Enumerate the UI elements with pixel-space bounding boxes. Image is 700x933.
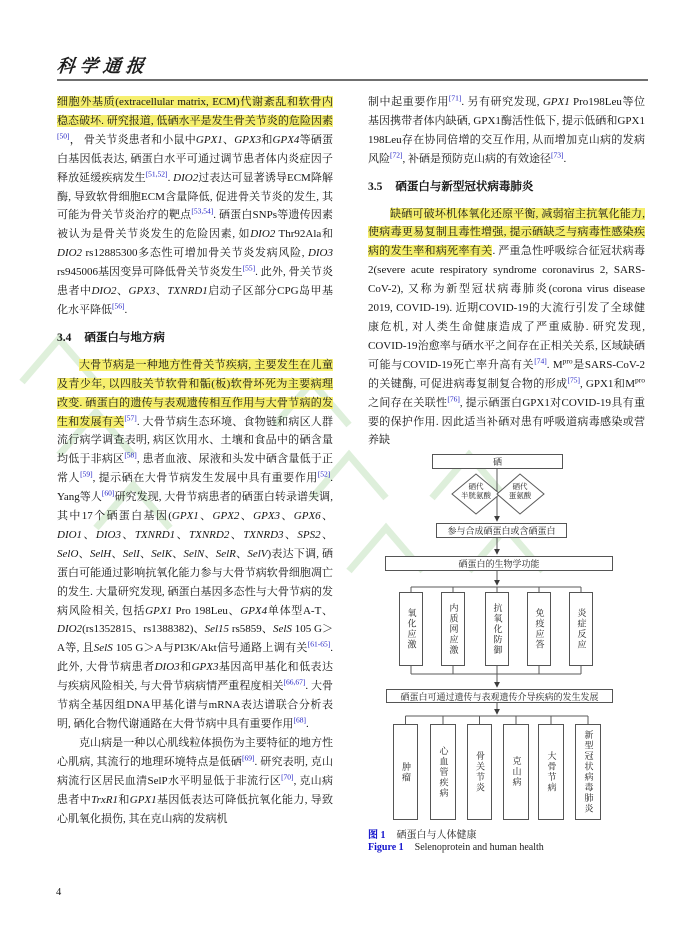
section-title: 硒蛋白与新型冠状病毒肺炎 (395, 180, 534, 193)
node-selenium: 硒 (432, 454, 563, 469)
node-covid-pneumonia: 新型冠状病毒肺炎 (575, 724, 601, 820)
node-selenomethionine: 硒代 蛋氨酸 (508, 482, 532, 500)
node-kashin-beck: 大骨节病 (538, 724, 564, 820)
section-title: 硒蛋白与地方病 (84, 331, 165, 344)
figure-caption-cn: 图 1 硒蛋白与人体健康 (368, 830, 477, 841)
section-number: 3.5 (368, 180, 383, 193)
paragraph-osteoarthritis: 细胞外基质(extracellular matrix, ECM)代谢紊乱和软骨内稳态破坏. 研究报道, 低硒水平是发生骨关节炎的危险因素[50]， 骨关节炎患者和小鼠中GPX1、GPX3和GPX4等硒蛋白基因低表达, 硒蛋白水平可通过调节患者体内炎症因子释放延缓疾病发生[51,52]. DIO2过表达可显著诱导ECM降解酶, 导致软骨细胞ECM含量降低, 促进骨关节炎的发生, 其可能为骨关节炎治疗的靶点[53,54]. 硒蛋白SNPs等遗传因素被认为是骨关节炎发生的危险因素, 如DIO2 Thr92Ala和DIO2 rs12885300多态性可增加骨关节炎发病风险, DIO3 rs945006基因变异可降低骨关节炎发生[55]. 此外, 骨关节炎患者中DIO2、GPX3、TXNRD1启动子区部分CPG岛甲基化水平降低[56]. (57, 96, 334, 316)
node-cardiovascular: 心血管疾病 (430, 724, 456, 820)
right-column (368, 93, 645, 450)
paragraph-kashin-beck: 大骨节病是一种地方性骨关节疾病, 主要发生在儿童及青少年, 以四肢关节软骨和骺(板)软骨坏死为主要病理改变. 硒蛋白的遗传与表观遗传相互作用与大骨节病的发生和发展有关[57]. 大骨节病生态环境、食物链和病区人群流行病学调查表明, 病区饮用水、土壤和食品中的硒含量均低于非病区[58], 患者血液、尿液和头发中硒含量低于正常人[59], 提示硒在大骨节病发生发展中具有重要作用[52]. Yang等人[60]研究发现, 大骨节病患者的硒蛋白转录谱失调, 其中17个硒蛋白基因(GPX1、GPX2、GPX3、GPX6、DIO1、DIO3、TXNRD1、TXNRD2、TXNRD3、SPS2、SelO、SelH、SelI、SelK、SelN、SelR、SelV)表达下调, 硒蛋白可能通过影响抗氧化能力参与大骨节病软骨细胞凋亡的发生. 大量研究发现, 硒蛋白基因多态性与大骨节病的发病风险相关, 包括GPX1 Pro 198Leu、GPX4单体型A-T、DIO2(rs1352815、rs1388382)、Sel15 rs5859、SelS 105 G＞A等, 且SelS 105 G＞A与PI3K/Akt信号通路上调有关[61-65]. 此外, 大骨节病患者DIO3和GPX3基因高甲基化和低表达与疾病风险相关, 与大骨节病病情严重程度相关[66,67]. 大骨节病全基因组DNA甲基化谱与mRNA表达谱联合分析表明, 硒化合物代谢通路在大骨节病中具有重要作用[68]. (57, 358, 334, 730)
paragraph-covid: 缺硒可破坏机体氧化还原平衡, 减弱宿主抗氧化能力, 使病毒更易复制且毒性增强, 提示硒缺乏与病毒性感染疾病的发生率和病死率有关. 严重急性呼吸综合征冠状病毒2(severe acute respiratory syndrome coronavirus 2, SARS-CoV-2), 又称为新型冠状病毒肺炎(corona virus disease 2019, COVID-19). 近期COVID-19的大流行引发了全球健康危机, 对人类生命健康造成了严重威胁. 研究发现, COVID-19治愈率与硒水平之间存在正相关关系, 区域缺硒可能与COVID-19死亡率升高有关[74]. $M^{pro}$是SARS-CoV-2的关键酶, 可促进病毒复制复合物的形成[75], GPX1和$M^{pro}$之间存在关联性[76], 提示硒蛋白GPX1对COVID-19具有重要的保护作用. 因此适当补硒对患有呼吸道病毒感染或营养缺 (368, 207, 646, 447)
page-number: 4 (56, 887, 62, 898)
node-immune-response: 免疫应答 (527, 592, 551, 666)
section-number: 3.4 (57, 331, 72, 344)
figure-caption-en: Figure 1 Selenoprotein and human health (368, 842, 544, 853)
section-heading-3-4 (57, 329, 333, 348)
node-genetic-epigenetic-mediation: 硒蛋白可通过遗传与表观遗传介导疾病的发生发展 (386, 689, 613, 703)
node-oxidative-stress: 氧化应激 (399, 592, 423, 666)
paragraph-keshan-continued: 制中起重要作用[71]. 另有研究发现, GPX1 Pro198Leu等位基因携带者体内缺硒, GPX1酶活性低下, 提示低硒和GPX1 198Leu存在协同倍增的交互作用, 从而增加克山病的发病风险[72], 补硒是预防克山病的有效途径[73]. (368, 93, 646, 165)
node-inflammation: 炎症反应 (569, 592, 593, 666)
node-selenocysteine: 硒代 半胱氨酸 (461, 482, 491, 500)
left-column (57, 93, 333, 828)
node-antioxidant-defense: 抗氧化防御 (485, 592, 509, 666)
node-tumor: 肿瘤 (393, 724, 418, 820)
node-osteoarthritis: 骨关节炎 (467, 724, 492, 820)
journal-logo: 科学通报 (55, 56, 150, 76)
node-biological-function: 硒蛋白的生物学功能 (385, 556, 613, 571)
header-rule (57, 79, 648, 81)
node-er-stress: 内质网应激 (441, 592, 465, 666)
section-heading-3-5 (368, 178, 645, 197)
node-keshan-disease: 克山病 (503, 724, 529, 820)
figure-1-flowchart (368, 452, 645, 872)
node-synthesis: 参与合成硒蛋白或含硒蛋白 (436, 523, 567, 538)
paragraph-keshan: 克山病是一种以心肌线粒体损伤为主要特征的地方性心肌病, 其流行的地理环境特点是低硒[69]. 研究表明, 克山病流行区居民血清SelP水平明显低于非流行区[70], 克山病患者中TrxR1和GPX1基因低表达可降低抗氧化能力, 导致心肌氧化损伤, 其在克山病的发病机 (57, 736, 334, 825)
